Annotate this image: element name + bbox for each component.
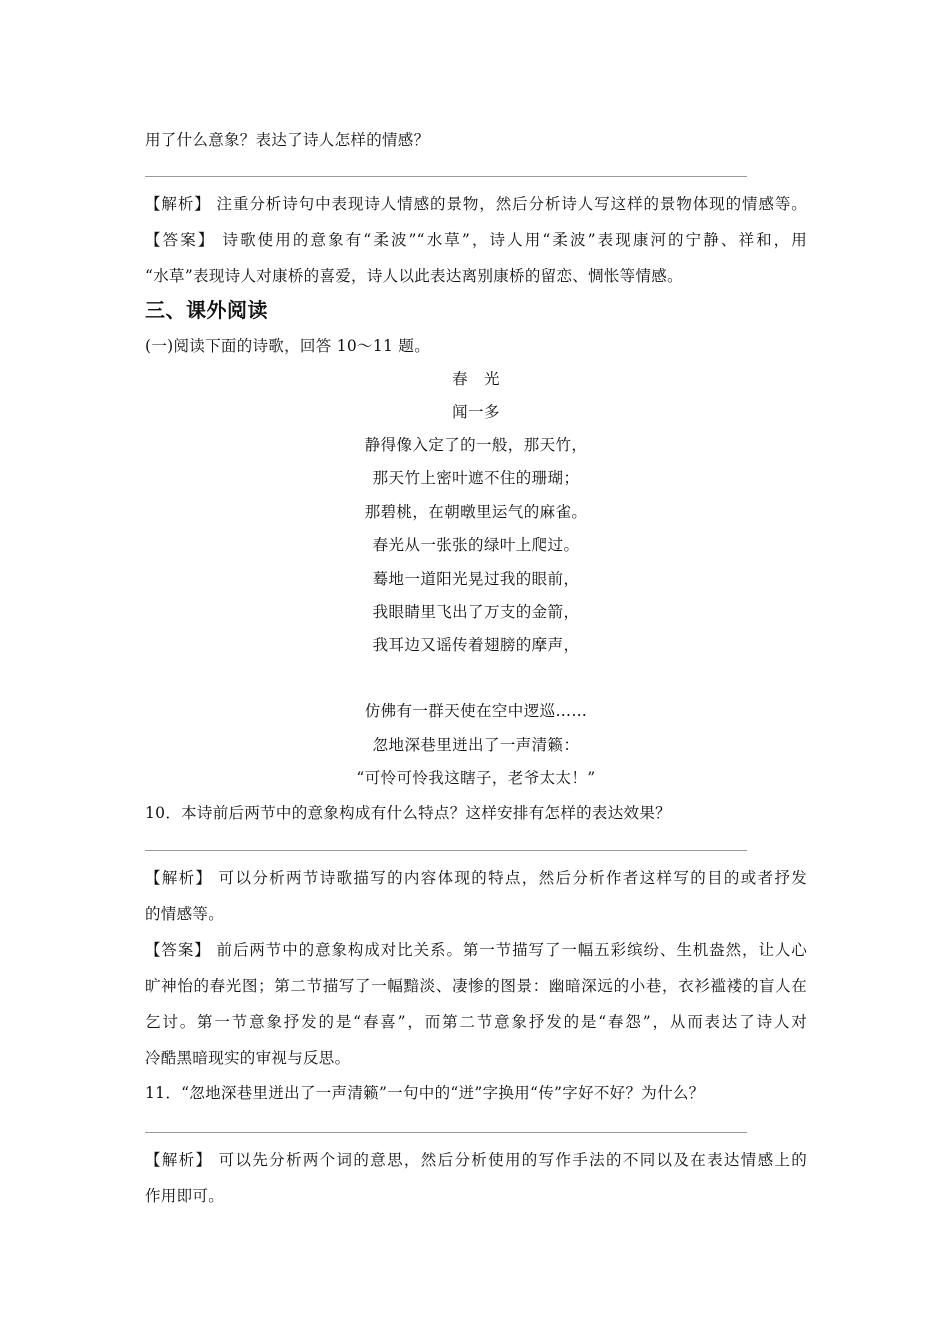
poem-line: 蓦地一道阳光晃过我的眼前， [372, 570, 580, 588]
analysis-tag: 【解析】 [145, 1151, 213, 1169]
poem-line: 那天竹上密叶遮不住的珊瑚； [372, 469, 580, 487]
analysis-tag: 【解析】 [145, 195, 211, 213]
q9-answer-line-2: “水草”表现诗人对康桥的喜爱，诗人以此表达离别康桥的留恋、惆怅等情感。 [145, 267, 683, 285]
q10-answer-line-3: 乞讨。第一节意象抒发的是“春喜”，而第二节意象抒发的是“春怨”，从而表达了诗人对 [145, 1013, 807, 1031]
reading-intro: (一)阅读下面的诗歌，回答 10～11 题。 [145, 337, 430, 355]
answer-line-rule [145, 850, 747, 851]
section-title: 三、课外阅读 [145, 298, 268, 322]
poem-line: “可怜可怜我这瞎子，老爷太太！” [356, 769, 596, 787]
q9-question-tail: 用了什么意象？表达了诗人怎样的情感？ [145, 131, 430, 149]
q9-answer-text-1: 诗歌使用的意象有“柔波”“水草”，诗人用“柔波”表现康河的宁静、祥和，用 [222, 231, 807, 249]
q11-analysis-text-1: 可以先分析两个词的意思，然后分析使用的写作手法的不同以及在表达情感上的 [218, 1151, 807, 1169]
q10-answer-line-1 [145, 938, 807, 960]
poem-line: 那碧桃，在朝暾里运气的麻雀。 [364, 503, 588, 521]
q10-answer-line-2: 旷神怡的春光图；第二节描写了一幅黯淡、凄惨的图景：幽暗深远的小巷，衣衫褴褛的盲人在 [145, 977, 807, 995]
q10-answer-line-4: 冷酷黑暗现实的审视与反思。 [145, 1049, 351, 1067]
poem-title: 春 光 [452, 370, 500, 388]
q11-analysis-line-1 [145, 1148, 807, 1170]
answer-tag: 【答案】 [145, 231, 216, 249]
q9-answer-line-1 [145, 228, 807, 250]
q10-question: 10．本诗前后两节中的意象构成有什么特点？这样安排有怎样的表达效果？ [145, 804, 671, 822]
q10-answer-text-1: 前后两节中的意象构成对比关系。第一节描写了一幅五彩缤纷、生机盎然，让人心 [216, 941, 807, 959]
poem-line: 春光从一张张的绿叶上爬过。 [372, 536, 580, 554]
q10-analysis-text-1: 可以分析两节诗歌描写的内容体现的特点，然后分析作者这样写的目的或者抒发 [218, 869, 807, 887]
poem-line: 仿佛有一群天使在空中逻巡…… [364, 702, 588, 720]
answer-tag: 【答案】 [145, 941, 211, 959]
poem-line: 我耳边又谣传着翅膀的摩声， [372, 636, 580, 654]
poem-line: 我眼睛里飞出了万支的金箭， [372, 603, 580, 621]
answer-line-rule [145, 1132, 747, 1133]
answer-line-rule [145, 176, 747, 177]
q10-analysis-line-1 [145, 866, 807, 888]
q11-analysis-line-2: 作用即可。 [145, 1187, 225, 1205]
q9-analysis-text: 注重分析诗句中表现诗人情感的景物，然后分析诗人写这样的景物体现的情感等。 [216, 195, 807, 213]
analysis-tag: 【解析】 [145, 869, 213, 887]
poem-author: 闻一多 [452, 403, 500, 421]
q11-question: 11．“忽地深巷里迸出了一声清籁”一句中的“迸”字换用“传”字好不好？为什么？ [145, 1084, 705, 1102]
poem-line: 静得像入定了的一般，那天竹， [364, 436, 588, 454]
q9-analysis [145, 192, 807, 214]
poem-line: 忽地深巷里迸出了一声清籁： [372, 736, 580, 754]
q10-analysis-line-2: 的情感等。 [145, 905, 225, 923]
